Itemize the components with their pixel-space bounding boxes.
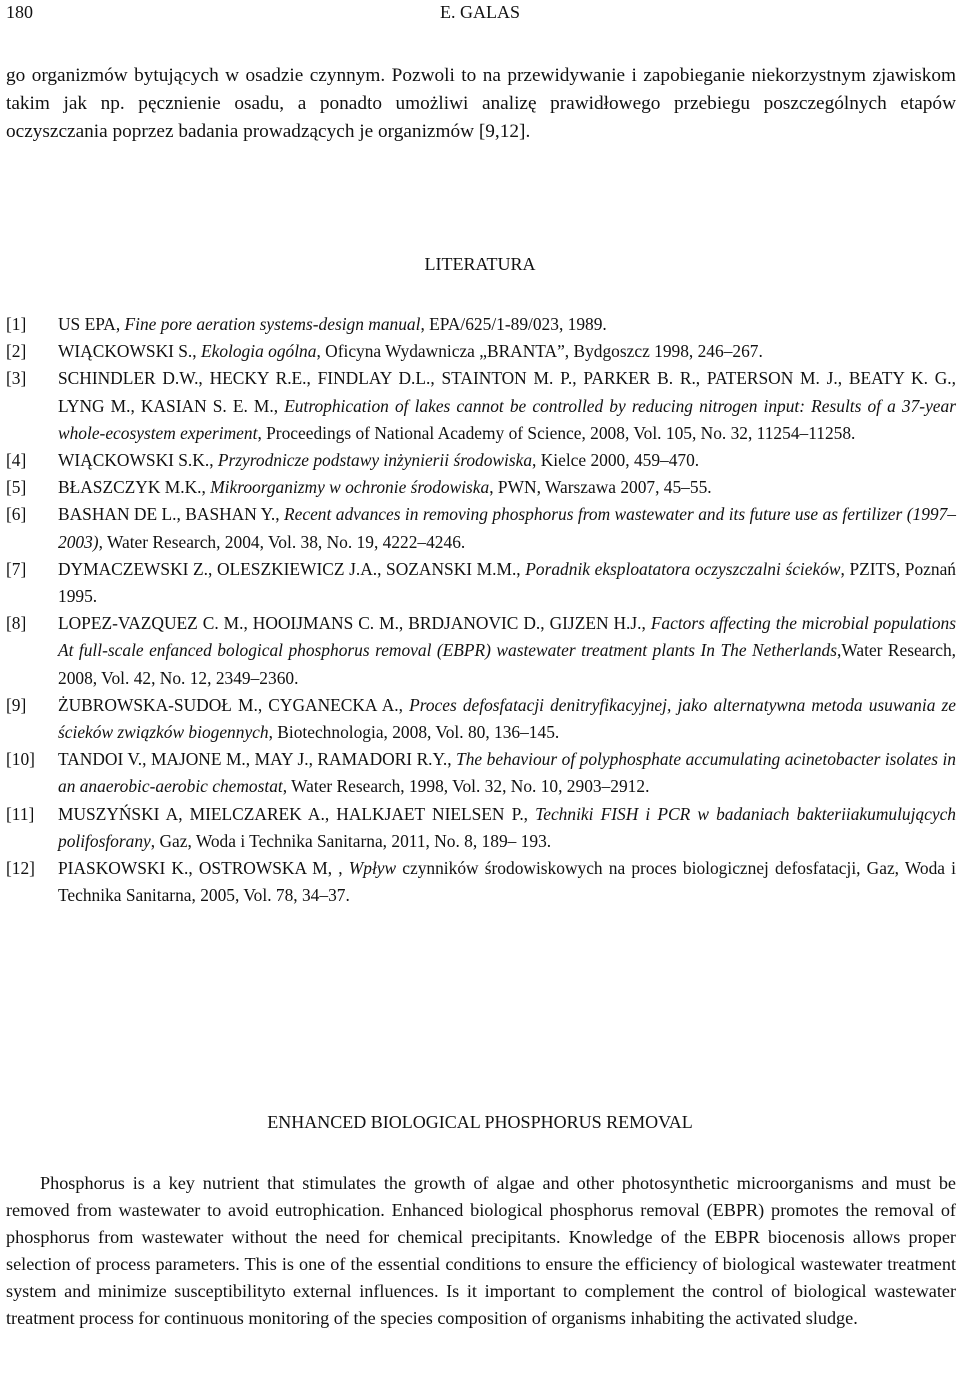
reference-title: Przyrodnicze podstawy inżynierii środowiska	[217, 450, 533, 471]
intro-paragraph: go organizmów bytujących w osadzie czynnym. Pozwoli to na przewidywanie i zapobieganie niekorzystnym zjawiskom takim jak np. pęcznienie osadu, a ponadto umożliwi analizę prawidłowego przebiegu poszczególnych etapów oczyszczania poprzez badania prowadzących je organizmów [9,12].	[6, 65, 956, 142]
reference-item	[6, 610, 956, 692]
running-head: E. GALAS	[440, 2, 520, 22]
reference-item	[6, 447, 956, 474]
reference-item	[6, 311, 956, 338]
reference-authors: MUSZYŃSKI A, MIELCZAREK A., HALKJAET NIELSEN P.,	[58, 803, 536, 824]
reference-source: , EPA/625/1-89/023, 1989.	[420, 314, 607, 334]
reference-item	[6, 556, 956, 610]
reference-title: Factors affecting the microbial populations At full-scale enfanced bological phosphorus removal (EBPR) wastewater treatment plants In The Netherlands	[58, 613, 956, 661]
reference-authors: ŻUBROWSKA-SUDOŁ M., CYGANECKA A.,	[58, 694, 410, 715]
reference-authors: DYMACZEWSKI Z., OLESZKIEWICZ J.A., SOZANSKI M.M.,	[58, 558, 526, 579]
reference-authors: PIASKOWSKI K., OSTROWSKA M, ,	[58, 858, 349, 879]
reference-number: [7]	[6, 558, 27, 579]
reference-number: [8]	[6, 613, 27, 634]
reference-item	[6, 474, 956, 501]
reference-title: Fine pore aeration systems-design manual	[124, 314, 421, 334]
reference-authors: LOPEZ-VAZQUEZ C. M., HOOIJMANS C. M., BRDJANOVIC D., GIJZEN H.J.,	[58, 613, 651, 634]
reference-item	[6, 501, 956, 555]
reference-number: [11]	[6, 803, 35, 824]
reference-authors: SCHINDLER D.W., HECKY R.E., FINDLAY D.L., STAINTON M. P., PARKER B. R., PATERSON M. J., BEATY K. G., LYNG M., KASIAN S. E. M.,	[58, 368, 956, 416]
page-header	[0, 0, 960, 30]
reference-source: , Oficyna Wydawnicza „BRANTA”, Bydgoszcz 1998, 246–267.	[316, 341, 763, 362]
reference-authors: BASHAN DE L., BASHAN Y.,	[58, 504, 285, 525]
abstract-paragraph: Phosphorus is a key nutrient that stimulates the growth of algae and other photosynthetic microorganisms and must be removed from wastewater to avoid eutrophication. Enhanced biological phosphorus removal (EBPR) promotes the removal of phosphorus from wastewater without the need for chemical precipitants. Knowledge of the EBPR biocenosis allows proper selection of process parameters. This is one of the essential conditions to ensure the efficiency of biological wastewater treatment system and minimize susceptibilityto external influences. Is it important to complement the control of biological wastewater treatment process for continuous monitoring of the species composition of organisms inhabiting the activated sludge.	[6, 1173, 956, 1328]
reference-number: [1]	[6, 314, 27, 334]
reference-number: [4]	[6, 450, 27, 471]
reference-source: , PWN, Warszawa 2007, 45–55.	[489, 477, 712, 498]
reference-source: , PZITS, Poznań 1995.	[58, 558, 956, 607]
reference-list	[6, 311, 956, 909]
reference-title: The behaviour of polyphosphate accumulating acinetobacter isolates in an anaerobic-aerobic chemostat	[58, 749, 957, 797]
reference-item	[6, 801, 956, 855]
reference-source: , Biotechnologia, 2008, Vol. 80, 136–145.	[268, 722, 560, 743]
reference-title: Ekologia ogólna	[200, 341, 317, 362]
reference-number: [2]	[6, 341, 27, 362]
reference-source: , Proceedings of National Academy of Science, 2008, Vol. 105, No. 32, 11254–11258.	[257, 422, 856, 443]
reference-title: Proces defosfatacji denitryfikacyjnej, jako alternatywna metoda usuwania ze ścieków związków biogennych	[58, 694, 957, 743]
reference-item	[6, 746, 956, 800]
reference-authors: WIĄCKOWSKI S.K.,	[58, 450, 218, 471]
reference-title: Recent advances in removing phosphorus from wastewater and its future use as fertilizer (1997–2003)	[58, 504, 956, 552]
reference-title: Poradnik eksploatatora oczyszczalni ścieków	[525, 558, 841, 579]
reference-item	[6, 365, 956, 447]
reference-item	[6, 855, 956, 909]
reference-number: [10]	[6, 749, 35, 770]
reference-title: Wpływ	[348, 858, 397, 879]
reference-title: Techniki FISH i PCR w badaniach bakteriiakumulujących polifosforany	[58, 803, 957, 851]
reference-source: , Water Research, 2004, Vol. 38, No. 19, 4222–4246.	[98, 531, 466, 552]
reference-authors: BŁASZCZYK M.K.,	[58, 477, 211, 498]
reference-authors: WIĄCKOWSKI S.,	[58, 341, 201, 362]
reference-number: [6]	[6, 504, 27, 525]
reference-item	[6, 692, 956, 746]
reference-title: Eutrophication of lakes cannot be controlled by reducing nitrogen input: Results of a 37-year whole-ecosystem experiment	[58, 395, 956, 443]
reference-title: Mikroorganizmy w ochronie środowiska	[210, 477, 490, 498]
reference-number: [3]	[6, 368, 27, 389]
reference-source: ,Water Research, 2008, Vol. 42, No. 12, 2349–2360.	[58, 640, 956, 688]
english-title: ENHANCED BIOLOGICAL PHOSPHORUS REMOVAL	[267, 1112, 693, 1132]
reference-item	[6, 338, 956, 365]
reference-source: , Gaz, Woda i Technika Sanitarna, 2011, No. 8, 189– 193.	[150, 830, 552, 851]
reference-number: [5]	[6, 477, 27, 498]
reference-source: , Kielce 2000, 459–470.	[532, 450, 700, 471]
reference-number: [9]	[6, 694, 27, 715]
literature-heading: LITERATURA	[424, 254, 536, 274]
reference-source: czynników środowiskowych na proces biologicznej defosfatacji, Gaz, Woda i Technika Sanitarna, 2005, Vol. 78, 34–37.	[58, 858, 956, 906]
reference-number: [12]	[6, 858, 35, 879]
page-number: 180	[6, 2, 33, 22]
reference-authors: US EPA,	[58, 314, 125, 334]
reference-authors: TANDOI V., MAJONE M., MAY J., RAMADORI R.Y.,	[58, 749, 457, 770]
reference-source: , Water Research, 1998, Vol. 32, No. 10, 2903–2912.	[282, 776, 650, 797]
